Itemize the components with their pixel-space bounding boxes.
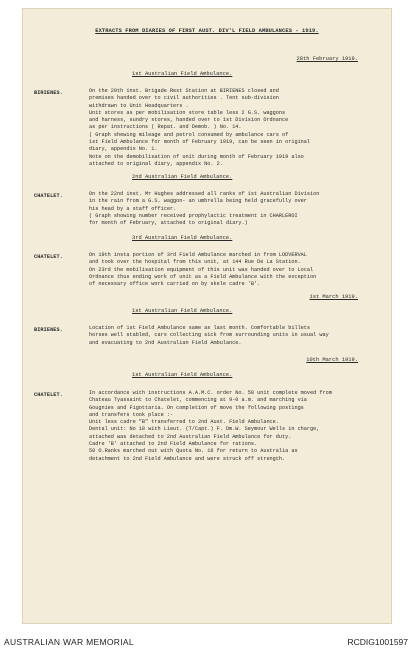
unit-heading: 2nd Australian Field Ambulance.	[132, 174, 233, 180]
place-name: CHATELET.	[34, 392, 63, 398]
entry-line: as per instructions ( Repat. and Demob. ) No. 14.	[89, 124, 242, 131]
entry-line: and took over the hospital from this unit, at 144 Rue De La Station.	[89, 259, 301, 266]
document-title: EXTRACTS FROM DIARIES OF FIRST AUST. DIV'L FIELD AMBULANCES - 1919.	[95, 28, 319, 34]
record-id: RCDIG1001597	[347, 637, 408, 647]
entry-line: horses well stabled, cars collecting sick from surrounding units in usual way	[89, 332, 329, 339]
diary-entry	[89, 191, 385, 227]
unit-heading: 1st Australian Field Ambulance.	[132, 71, 233, 77]
entry-line: diary, appendix No. 1.	[89, 146, 158, 153]
entry-line: Cadre 'B' attached to 2nd Field Ambulance for rations.	[89, 441, 258, 448]
entry-line: and harness, sundry stores, handed over to 1st Division Ordnance	[89, 117, 289, 124]
entry-line: ( Graph showing number received prophylactic treatment in CHARLEROI	[89, 212, 298, 219]
entry-line: and evacuating to 2nd Australian Field Ambulance.	[89, 339, 242, 346]
entry-line: attached to original diary, appendix No. 2.	[89, 160, 223, 167]
entry-line: for month of February, attached to original diary.)	[89, 220, 248, 227]
entry-line: On the 20th inst. Brigade Rest Station at BIRIENES closed and	[89, 88, 279, 94]
entry-line: and transfers took place :-	[89, 411, 174, 418]
footer	[0, 631, 412, 651]
entry-line: Unit stores as per mobilisation store table less 2 G.S. waggons	[89, 109, 286, 116]
unit-heading: 1st Australian Field Ambulance.	[132, 308, 233, 314]
entry-line: withdrawn to Unit Headquarters .	[89, 102, 189, 109]
archive-name: AUSTRALIAN WAR MEMORIAL	[4, 637, 134, 647]
entry-line: 1st Field Ambulance for month of February 1919, can be seen in original	[89, 139, 311, 146]
entry-line: Unit less cadre "B" transferred to 2nd Aust. Field Ambulance.	[89, 419, 279, 426]
entry-line: ( Graph shewing mileage and petrol consumed by ambulance cars of	[89, 131, 289, 138]
entry-date: 28th February 1919.	[296, 56, 358, 62]
unit-heading: 3rd Australian Field Ambulance.	[132, 235, 233, 241]
diary-entry	[89, 325, 385, 347]
entry-line: Gougnies and Figottaria. On completion of move the following postings	[89, 404, 304, 411]
entry-line: 50 O.Ranks marched out with Quota No. 16 for return to Australia as	[89, 448, 298, 455]
entry-line: detachment to 2nd Field Ambulance and were struck off strength.	[89, 455, 286, 462]
unit-heading: 1st Australian Field Ambulance.	[132, 372, 233, 378]
entry-line: Ordnance thus ending work of unit as a Field Ambulance with the exception	[89, 273, 317, 280]
entry-line: On 19th insta portion of 3rd Field Ambulance marched in from LODVERVAL	[89, 252, 307, 258]
document-page	[22, 8, 392, 624]
entry-line: premises handed over to civil authorities . Tent sub-division	[89, 95, 279, 102]
entry-line: his head by a staff officer.	[89, 205, 177, 212]
diary-entry	[89, 252, 385, 288]
entry-line: Location of 1st Field Ambulance same as last month. Comfortable billets	[89, 325, 311, 331]
entry-line: On the 22nd inst. Mr Hughes addressed all ranks of 1st Australian Division	[89, 191, 320, 197]
place-name: BIRIENES.	[34, 327, 63, 333]
entry-line: attached was detached to 2nd Australian Field Ambulance for duty.	[89, 433, 292, 440]
place-name: CHATELET.	[34, 254, 63, 260]
entry-line: Dental unit: No 18 with Lieut. (T/Capt.) F. Dm.W. Seymour Wells in charge,	[89, 426, 320, 433]
entry-line: Note on the demobilisation of unit during month of February 1919 also	[89, 153, 304, 160]
place-name: BIRIENES.	[34, 90, 63, 96]
entry-line: in the rain from a G.S. waggon- an umbrella being held gracefully over	[89, 198, 307, 205]
entry-line: of necessary office work carried on by skele cadre 'B'.	[89, 281, 261, 288]
entry-line: In accordance with instructions A.A.M.C. order No. 58 unit complete moved from	[89, 390, 332, 396]
entry-date: 1st March 1919.	[309, 294, 358, 300]
diary-entry	[89, 390, 385, 463]
place-name: CHATELET.	[34, 193, 63, 199]
entry-date: 10th March 1919.	[306, 357, 358, 363]
entry-line: Chateau Tyassaint to Chatelet, commencing at 9-0 a.m. and marching via	[89, 397, 307, 404]
entry-line: On 23rd the mobilisation equipment of this unit was handed over to Local	[89, 266, 314, 273]
diary-entry	[89, 88, 385, 168]
